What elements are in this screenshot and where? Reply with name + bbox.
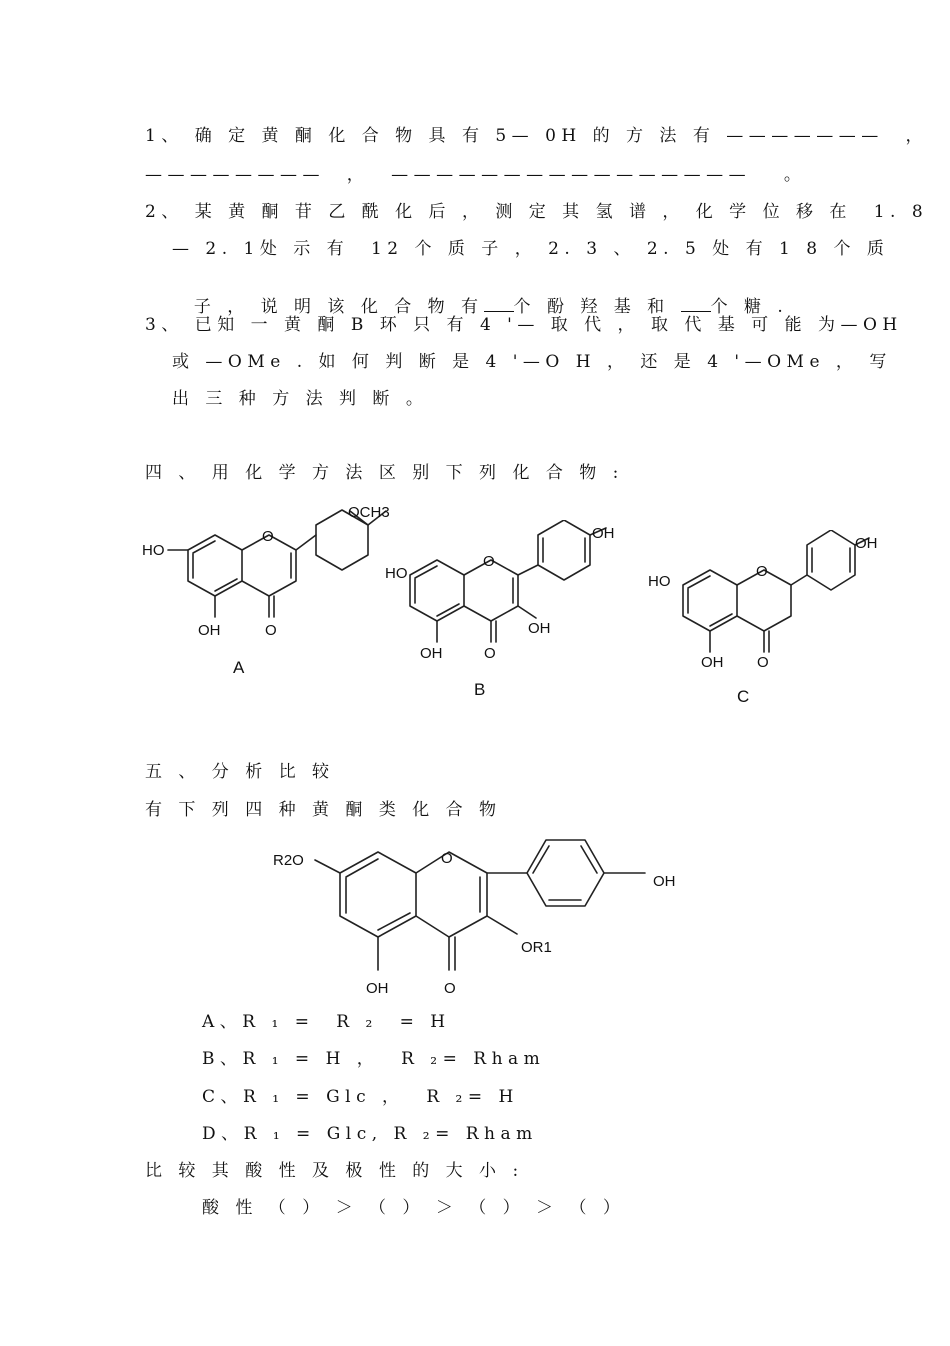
compound-b-label: B <box>474 680 486 699</box>
compound-c-carbonyl-o: O <box>757 654 769 671</box>
q2-line-3-part-a: 子 ， 说 明 该 化 合 物 有 <box>193 297 484 317</box>
compound-a-och3: OCH3 <box>348 504 390 521</box>
core-carbonyl-o: O <box>444 980 456 997</box>
q1-line-1: 1、 确 定 黄 酮 化 合 物 具 有 5— 0H 的 方 法 有 ——————— ， <box>145 126 929 146</box>
compound-b-carbonyl-o: O <box>484 645 496 662</box>
kaempferol-core-structure <box>265 830 695 1005</box>
r2o-label: R2O <box>273 852 304 869</box>
q2-line-3-part-c: 个 糖 . <box>710 297 789 317</box>
compound-b-para-oh: OH <box>592 525 615 542</box>
core-para-oh: OH <box>653 873 676 890</box>
compound-b-structure <box>380 520 640 700</box>
compound-c-para-oh: OH <box>855 535 878 552</box>
compound-a-label: A <box>233 658 245 677</box>
option-b: B、R ₁ = H ， R ₂= Rham <box>202 1049 546 1069</box>
acidity-order: 酸 性 （ ） ＞ （ ） ＞ （ ） ＞ （ ） <box>202 1198 626 1218</box>
q3-line-2: 或 —OMe . 如 何 判 断 是 4 '—O H ， 还 是 4 '—OMe ， 写 <box>172 352 892 372</box>
section-4-heading: 四 、 用 化 学 方 法 区 别 下 列 化 合 物 : <box>145 463 624 483</box>
compound-b-ring-o: O <box>483 553 495 570</box>
q3-line-3: 出 三 种 方 法 判 断 。 <box>172 389 429 409</box>
q3-line-1: 3、 已知 一 黄 酮 B 环 只 有 4 '— 取 代 ， 取 代 基 可 能 为—OH <box>145 315 903 335</box>
compound-a-structure <box>130 495 410 685</box>
phenolic-oh-count-blank[interactable] <box>484 311 514 312</box>
compound-a-ho: HO <box>142 542 165 559</box>
sugar-count-blank[interactable] <box>681 311 711 312</box>
compound-a-carbonyl-o: O <box>265 622 277 639</box>
option-d: D、R ₁ = Glc, R ₂= Rham <box>202 1124 538 1144</box>
compound-a-oh5: OH <box>198 622 221 639</box>
compound-b-oh5: OH <box>420 645 443 662</box>
option-a: A、R ₁ = R ₂ = H <box>202 1012 451 1032</box>
core-oh5: OH <box>366 980 389 997</box>
q2-line-1: 2、 某 黄 酮 苷 乙 酰 化 后 ， 测 定 其 氢 谱 ， 化 学 位 移 在 1. 8 <box>145 202 929 222</box>
section-5-heading: 五 、 分 析 比 较 <box>145 762 335 782</box>
compound-c-label: C <box>737 687 750 706</box>
or1-label: OR1 <box>521 939 552 956</box>
compound-c-ring-o: O <box>756 563 768 580</box>
section-5-intro: 有 下 列 四 种 黄 酮 类 化 合 物 <box>145 800 502 820</box>
ring-a-a <box>188 535 242 596</box>
compound-b-ho: HO <box>385 565 408 582</box>
compare-prompt: 比 较 其 酸 性 及 极 性 的 大 小 : <box>145 1161 524 1181</box>
compound-a-ring-o: O <box>262 528 274 545</box>
q2-line-2: — 2. 1处 示 有 12 个 质 子 ， 2. 3 、 2. 5 处 有 1 8 个 质 <box>172 239 890 259</box>
option-c: C、R ₁ = Glc ， R ₂= H <box>202 1087 519 1107</box>
core-ring-o: O <box>441 850 453 867</box>
compound-c-ho: HO <box>648 573 671 590</box>
q2-line-3-part-b: 个 酚 羟 基 和 <box>513 297 670 317</box>
q2-line-3 <box>172 277 788 317</box>
compound-b-oh3: OH <box>528 620 551 637</box>
compound-c-oh5: OH <box>701 654 724 671</box>
compound-c-structure <box>645 530 885 710</box>
q1-line-2: ———————— ， ———————————————— 。 <box>145 165 807 185</box>
